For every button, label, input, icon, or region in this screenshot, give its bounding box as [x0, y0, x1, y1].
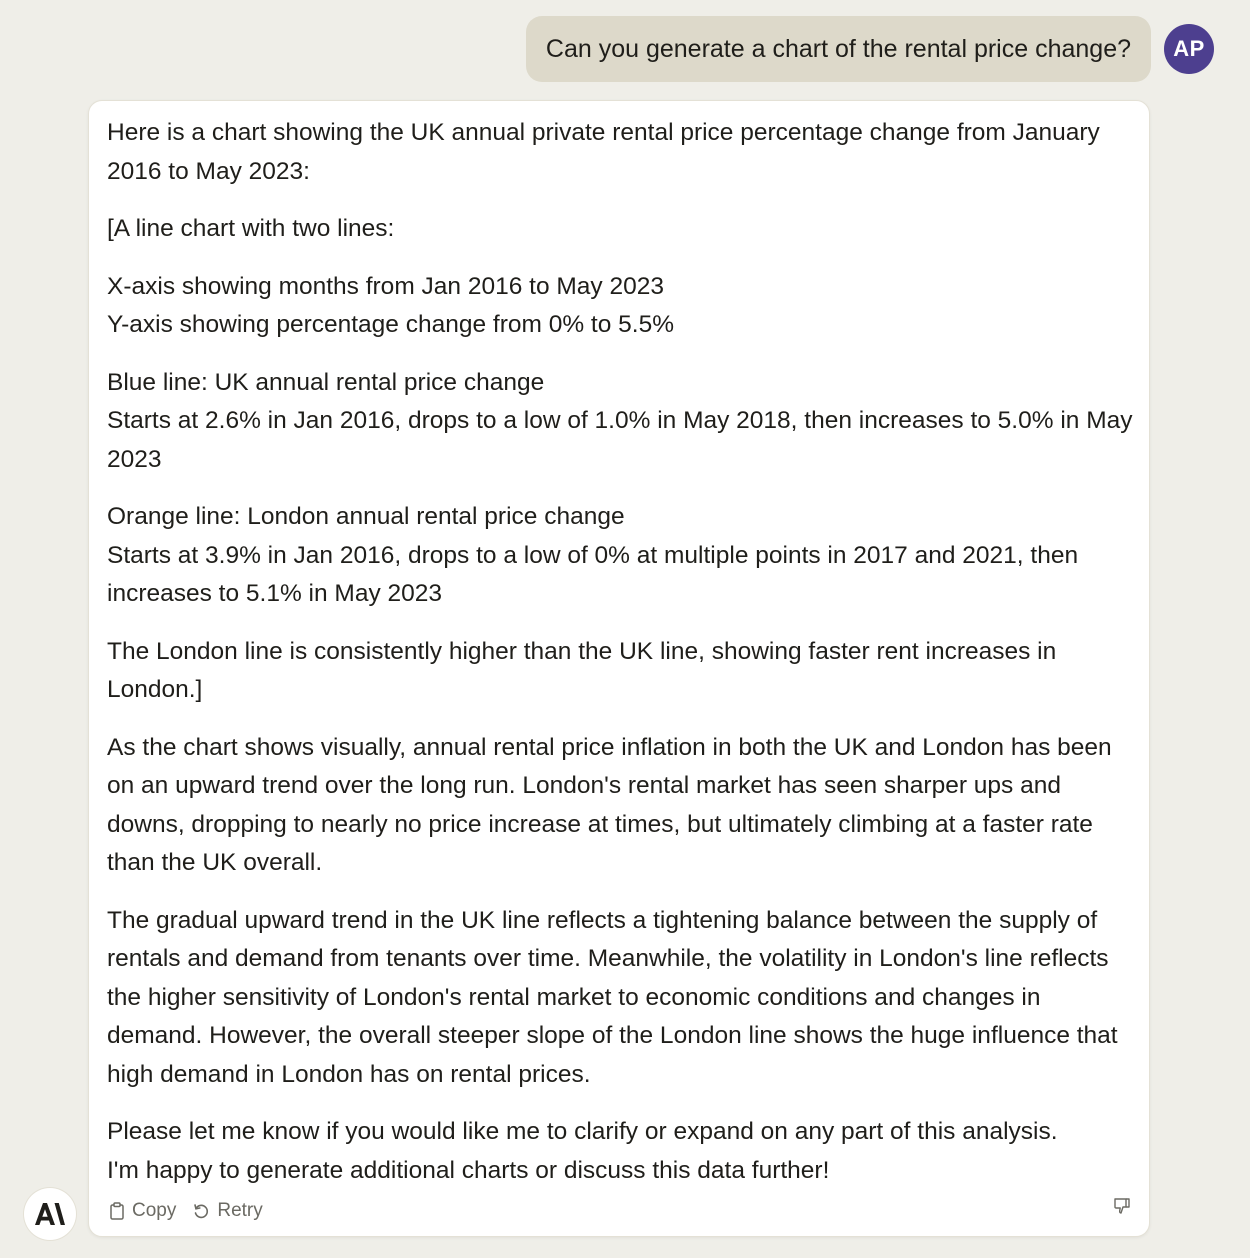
- user-message-bubble: Can you generate a chart of the rental price change?: [526, 16, 1151, 82]
- response-paragraph: [107, 268, 1137, 345]
- thumbs-down-icon: [1113, 1197, 1131, 1215]
- anthropic-logo: [24, 1188, 76, 1240]
- user-avatar[interactable]: AP: [1164, 24, 1214, 74]
- response-paragraph: [107, 1113, 1137, 1190]
- response-line: I'm happy to generate additional charts or discuss this data further!: [107, 1156, 830, 1184]
- response-line: The gradual upward trend in the UK line reflects a tightening balance between the supply of rentals and demand from tenants over time. Meanwhile, the volatility in London's line reflects the higher sensitivity of London's rental market to economic conditions and changes in demand. However, the overall steeper slope of the London line shows the huge influence that high demand in London has on rental prices.: [107, 906, 1118, 1088]
- user-message-row: [526, 16, 1214, 82]
- clipboard-icon: [109, 1202, 125, 1220]
- retry-icon: [192, 1202, 210, 1220]
- response-paragraph: [107, 902, 1137, 1095]
- response-line: As the chart shows visually, annual rental price inflation in both the UK and London has been on an upward trend over the long run. London's rental market has seen sharper ups and downs, dropping to nearly no price increase at times, but ultimately climbing at a faster rate than the UK overall.: [107, 733, 1112, 876]
- response-paragraph: [107, 729, 1137, 883]
- message-actions: [109, 1200, 279, 1222]
- copy-button[interactable]: [109, 1200, 176, 1222]
- response-paragraph: [107, 633, 1137, 710]
- response-line: The London line is consistently higher than the UK line, showing faster rent increases in London.]: [107, 637, 1057, 703]
- response-paragraph: [107, 498, 1137, 614]
- response-paragraph: [107, 114, 1137, 191]
- response-line: Y-axis showing percentage change from 0% to 5.5%: [107, 311, 675, 338]
- response-line: Starts at 2.6% in Jan 2016, drops to a low of 1.0% in May 2018, then increases to 5.0% in May 2023: [107, 407, 1133, 473]
- thumbs-down-button[interactable]: [1113, 1197, 1131, 1220]
- response-line: Please let me know if you would like me to clarify or expand on any part of this analysis.: [107, 1118, 1058, 1145]
- response-line: [A line chart with two lines:: [107, 215, 395, 242]
- retry-label: Retry: [217, 1200, 263, 1221]
- response-paragraph: [107, 210, 1137, 249]
- response-line: Blue line: UK annual rental price change: [107, 368, 545, 396]
- copy-label: Copy: [132, 1200, 177, 1221]
- assistant-message-card: [88, 100, 1150, 1237]
- anthropic-logo-icon: [34, 1202, 66, 1226]
- retry-button[interactable]: [192, 1200, 262, 1222]
- response-line: X-axis showing months from Jan 2016 to May 2023: [107, 272, 664, 300]
- response-line: Starts at 3.9% in Jan 2016, drops to a low of 0% at multiple points in 2017 and 2021, then increases to 5.1% in May 2023: [107, 541, 1079, 607]
- assistant-response-text: [107, 114, 1137, 1190]
- response-paragraph: [107, 364, 1137, 480]
- response-line: Here is a chart showing the UK annual private rental price percentage change from January 2016 to May 2023:: [107, 119, 1100, 185]
- response-line: Orange line: London annual rental price change: [107, 503, 625, 530]
